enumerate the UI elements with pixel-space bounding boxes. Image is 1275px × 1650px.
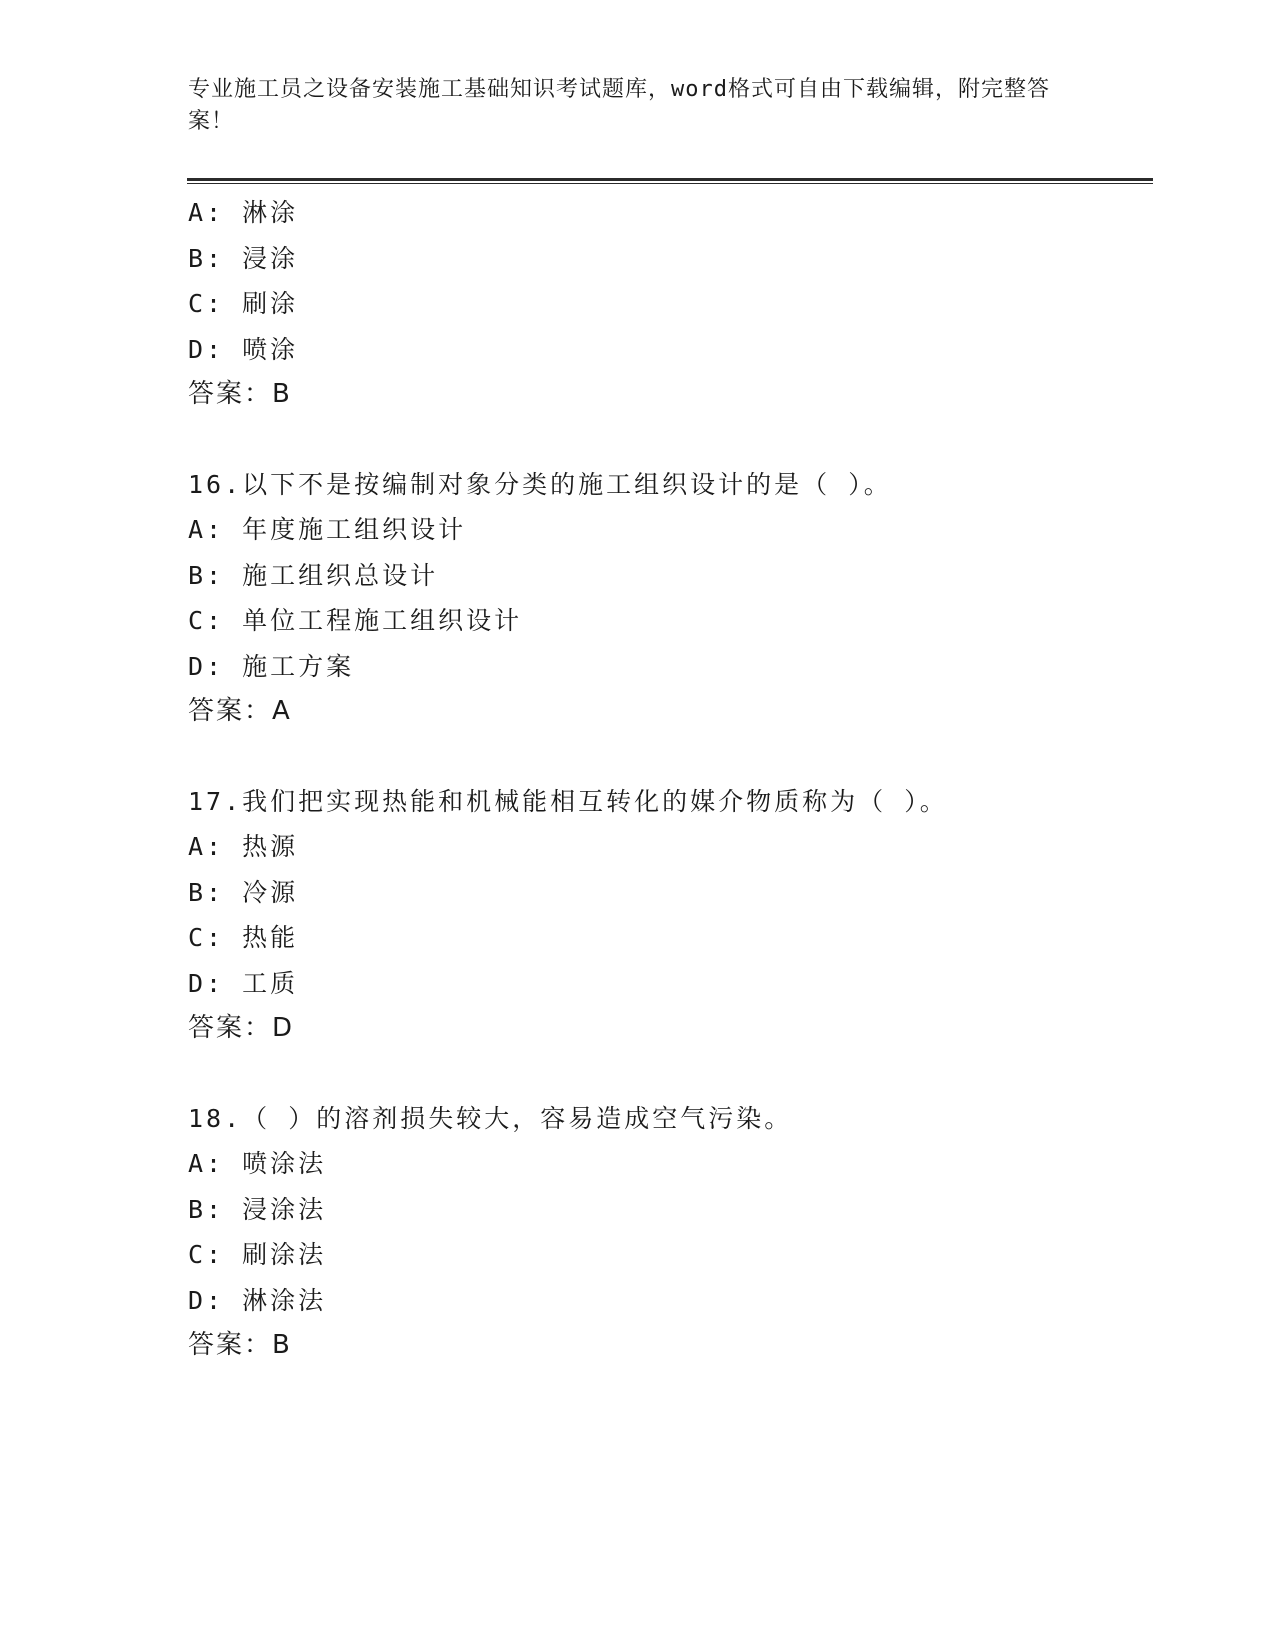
option-text: 冷源 bbox=[242, 877, 299, 907]
option-c bbox=[188, 915, 1148, 961]
option-text: 施工组织总设计 bbox=[242, 560, 439, 590]
option-d bbox=[188, 961, 1148, 1007]
spacer bbox=[188, 735, 1148, 779]
option-d bbox=[188, 327, 1148, 373]
question-stem: 17.我们把实现热能和机械能相互转化的媒介物质称为（ ）。 bbox=[188, 786, 948, 816]
question-list bbox=[188, 190, 1148, 1369]
option-a bbox=[188, 507, 1148, 553]
option-text: 年度施工组织设计 bbox=[242, 515, 467, 544]
option-label: B: bbox=[188, 1194, 225, 1224]
option-label: D: bbox=[188, 1285, 225, 1315]
option-text: 热能 bbox=[242, 923, 299, 952]
option-text: 浸涂 bbox=[242, 243, 299, 273]
option-label: A: bbox=[188, 832, 225, 861]
page-header-title: 专业施工员之设备安装施工基础知识考试题库，word格式可自由下载编辑，附完整答案！ bbox=[188, 77, 1050, 134]
question-15-continued bbox=[188, 190, 1148, 418]
option-b bbox=[188, 870, 1148, 916]
question-18 bbox=[188, 1096, 1148, 1369]
option-label: D: bbox=[188, 334, 225, 364]
question-stem: 16.以下不是按编制对象分类的施工组织设计的是（ ）。 bbox=[188, 469, 892, 499]
option-b bbox=[188, 1187, 1148, 1233]
option-c bbox=[188, 598, 1148, 644]
option-label: D: bbox=[188, 651, 225, 681]
spacer bbox=[188, 1052, 1148, 1096]
answer-line: 答案：B bbox=[188, 379, 292, 409]
option-a bbox=[188, 190, 1148, 236]
option-label: A: bbox=[188, 515, 225, 544]
option-text: 施工方案 bbox=[242, 651, 355, 681]
option-a bbox=[188, 824, 1148, 870]
option-text: 刷涂法 bbox=[242, 1240, 327, 1269]
answer-line: 答案：B bbox=[188, 1330, 292, 1360]
answer-line: 答案：A bbox=[188, 696, 292, 726]
option-label: C: bbox=[188, 923, 225, 952]
option-label: A: bbox=[188, 1149, 225, 1178]
option-label: B: bbox=[188, 877, 225, 907]
header-divider-thin bbox=[187, 183, 1153, 184]
header-divider-thick bbox=[187, 178, 1153, 181]
option-text: 刷涂 bbox=[242, 289, 299, 318]
option-text: 淋涂法 bbox=[242, 1285, 327, 1315]
option-label: C: bbox=[188, 289, 225, 318]
option-d bbox=[188, 1278, 1148, 1324]
option-text: 淋涂 bbox=[242, 198, 299, 227]
option-label: D: bbox=[188, 968, 225, 998]
option-text: 单位工程施工组织设计 bbox=[242, 606, 523, 635]
option-text: 工质 bbox=[242, 968, 299, 998]
option-text: 热源 bbox=[242, 832, 299, 861]
option-text: 喷涂 bbox=[242, 334, 299, 364]
option-label: B: bbox=[188, 560, 225, 590]
answer-line: 答案：D bbox=[188, 1013, 295, 1043]
option-text: 浸涂法 bbox=[242, 1194, 327, 1224]
option-c bbox=[188, 1232, 1148, 1278]
spacer bbox=[188, 418, 1148, 462]
question-stem: 18.（ ）的溶剂损失较大，容易造成空气污染。 bbox=[188, 1103, 793, 1133]
option-label: C: bbox=[188, 606, 225, 635]
option-b bbox=[188, 553, 1148, 599]
question-16 bbox=[188, 462, 1148, 735]
option-label: B: bbox=[188, 243, 225, 273]
option-label: C: bbox=[188, 1240, 225, 1269]
option-d bbox=[188, 644, 1148, 690]
option-c bbox=[188, 281, 1148, 327]
option-text: 喷涂法 bbox=[242, 1149, 327, 1178]
question-17 bbox=[188, 779, 1148, 1052]
option-b bbox=[188, 236, 1148, 282]
option-a bbox=[188, 1141, 1148, 1187]
option-label: A: bbox=[188, 198, 225, 227]
